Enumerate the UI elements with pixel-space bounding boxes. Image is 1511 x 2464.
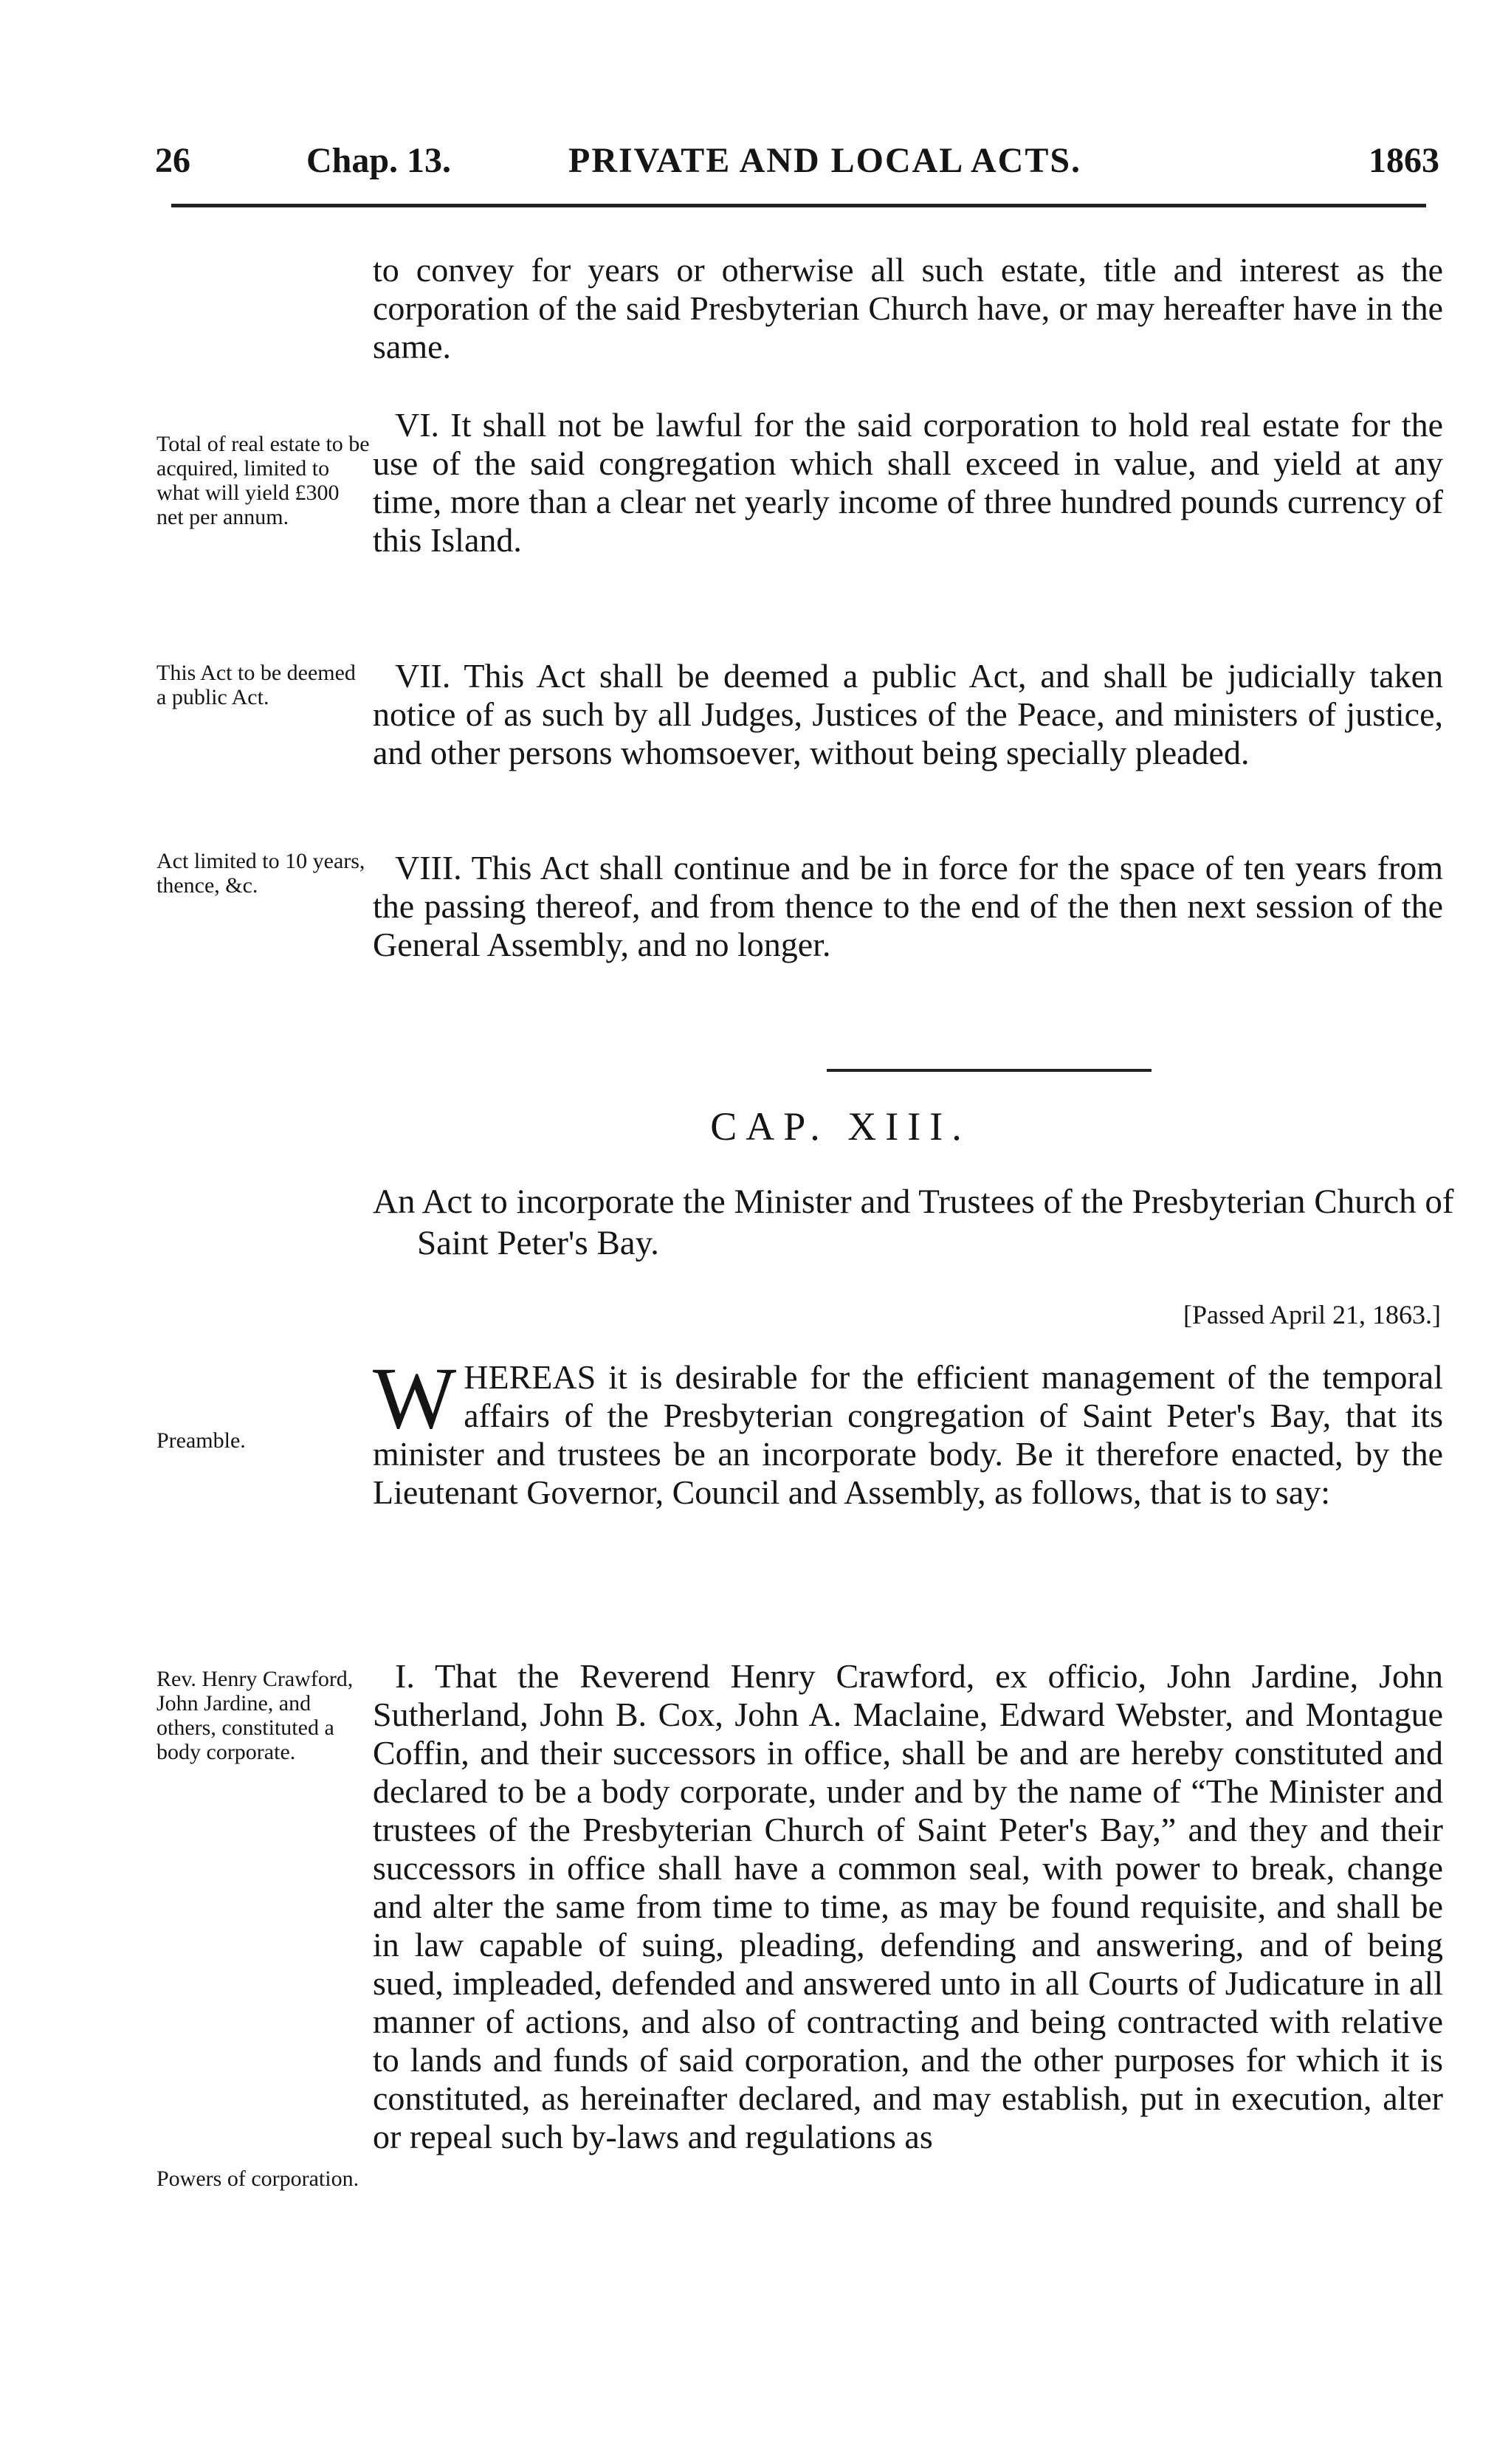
drop-cap: W	[373, 1349, 457, 1447]
passed-date: [Passed April 21, 1863.]	[1183, 1300, 1441, 1329]
paragraph-continuation: to convey for years or otherwise all such estate, title and interest as the corporation of the said Presbyterian Church have, or may hereafter have in the same.	[373, 251, 1443, 365]
section-vi: VI. It shall not be lawful for the said corporation to hold real estate for the use of the said congregation which shall exceed in value, and yield at any time, more than a clear net yearly income of three hundred pounds currency of this Island.	[373, 406, 1443, 559]
running-title: PRIVATE AND LOCAL ACTS.	[568, 141, 1082, 180]
preamble-paragraph	[373, 1349, 1443, 1512]
margin-note-body-corporate: Rev. Henry Crawford, John Jardine, and others, constituted a body corporate.	[156, 1667, 354, 1764]
margin-note-limited: Act limited to 10 years, thence, &c.	[156, 849, 365, 898]
page-number: 26	[155, 141, 190, 180]
section-i: I. That the Reverend Henry Crawford, ex officio, John Jardine, John Sutherland, John B. Cox, John A. Maclaine, Edward Webster, and Montague Coffin, and their successors in office, shall be and are hereby constituted and declared to be a body corporate, under and by the name of “The Minister and trustees of the Presbyterian Church of Saint Peter's Bay,” and they and their successors in office shall have a common seal, with power to break, change and alter the same from time to time, as may be found requisite, and shall be in law capable of suing, pleading, defending and answering, and of being sued, impleaded, defended and answered unto in all Courts of Judicature in all manner of actions, and also of contracting and being contracted with relative to lands and funds of said corporation, and the other purposes for which it is constituted, as hereinafter declared, and may establish, put in execution, alter or repeal such by-laws and regulations as	[373, 1657, 1443, 2155]
section-viii: VIII. This Act shall continue and be in force for the space of ten years from the passing thereof, and from thence to the end of the then next session of the General Assembly, and no longer.	[373, 849, 1443, 963]
section-vii: VII. This Act shall be deemed a public Act, and shall be judicially taken notice of as such by all Judges, Justices of the Peace, and ministers of justice, and other persons whomsoever, without being specially pleaded.	[373, 657, 1443, 771]
section-divider	[827, 1069, 1152, 1072]
margin-note-preamble: Preamble.	[156, 1428, 246, 1453]
preamble-text: HEREAS it is desirable for the efficient management of the temporal affairs of the Presbyterian congregation of Saint Peter's Bay, that its minister and trustees be an incorporate body. Be it therefore enacted, by the Lieutenant Governor, Council and Assembly, as follows, that is to say:	[373, 1358, 1443, 1511]
margin-note-real-estate: Total of real estate to be acquired, limited to what will yield £300 net per annum.	[156, 432, 370, 529]
chapter-label: Chap. 13.	[306, 141, 452, 180]
header-rule	[171, 204, 1426, 207]
margin-note-powers: Powers of corporation.	[156, 2167, 359, 2191]
act-title: An Act to incorporate the Minister and Trustees of the Presbyterian Church of Saint Peter's Bay.	[373, 1183, 1454, 1262]
page-header	[155, 140, 1439, 192]
margin-note-public-act: This Act to be deemed a public Act.	[156, 661, 356, 709]
header-year: 1863	[1369, 141, 1439, 180]
cap-heading: CAP. XIII.	[710, 1104, 971, 1149]
